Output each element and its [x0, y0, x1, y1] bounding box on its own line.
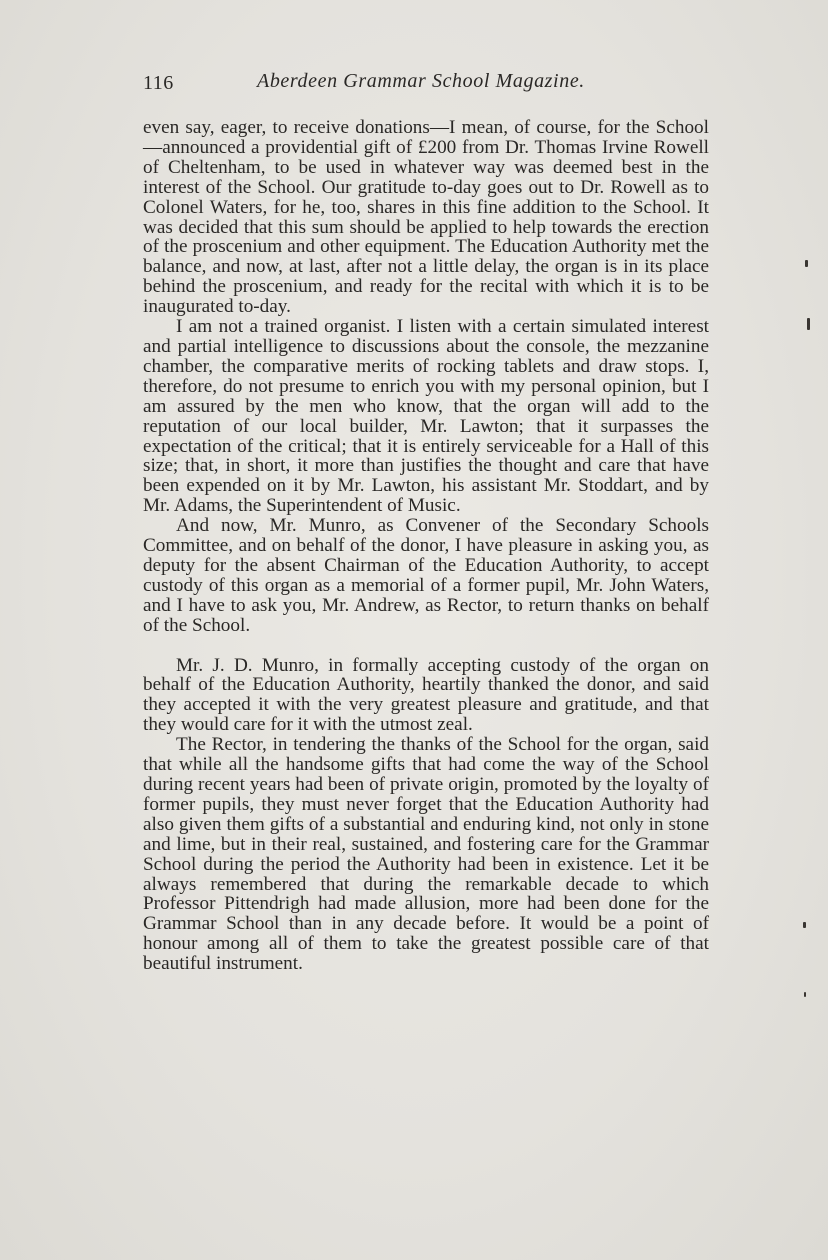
paragraph-custody-request: And now, Mr. Munro, as Convener of the Secondary Schools Committee, and on behalf of the donor, I have pleasure in asking you, as deputy for the absent Chairman of the Education Authority, to accept custody of this organ as a memorial of a former pupil, Mr. John Waters, and I have to ask you, Mr. Andrew, as Rector, to return thanks on behalf of the School. [143, 515, 709, 636]
article-body [143, 118, 709, 974]
margin-speck [803, 922, 806, 928]
paragraph-donation: even say, eager, to receive donations—I mean, of course, for the School—announced a providential gift of £200 from Dr. Thomas Irvine Rowell of Cheltenham, to be used in whatever way was deemed best in the interest of the School. Our gratitude to-day goes out to Dr. Rowell as to Colonel Waters, for he, too, shares in this fine addition to the School. It was decided that this sum should be applied to help towards the erection of the proscenium and other equipment. The Education Authority met the balance, and now, at last, after not a little delay, the organ is in its place behind the proscenium, and ready for the recital with which it is to be inaugurated to-day. [143, 117, 709, 318]
paragraph-rector-thanks: The Rector, in tendering the thanks of the School for the organ, said that while all the handsome gifts that had come the way of the School during recent years had been of private origin, promoted by the loyalty of former pupils, they must never forget that the Education Authority had also given them gifts of a substantial and enduring kind, not only in stone and lime, but in their real, sustained, and fostering care for the Grammar School during the period the Authority had been in existence. Let it be always remembered that during the remarkable decade to which Professor Pittendrigh had made allusion, more had been done for the Grammar School than in any decade before. It would be a point of honour among all of them to take the greatest possible care of that beautiful instrument. [143, 734, 709, 975]
margin-speck [805, 260, 808, 267]
margin-speck [804, 992, 806, 997]
margin-speck [807, 318, 810, 330]
paragraph-munro-reply: Mr. J. D. Munro, in formally accepting custody of the organ on behalf of the Education Authority, heartily thanked the donor, and said they accepted it with the very greatest pleasure and gratitude, and that they would care for it with the utmost zeal. [143, 654, 709, 736]
journal-title: Aberdeen Grammar School Magazine. [257, 70, 585, 92]
page-number: 116 [143, 72, 174, 94]
paragraph-organist: I am not a trained organist. I listen with a certain simulated interest and partial intelligence to discussions about the console, the mezzanine chamber, the comparative merits of rocking tablets and draw stops. I, therefore, do not presume to enrich you with my personal opinion, but I am assured by the men who know, that the organ will add to the reputation of our local builder, Mr. Lawton; that it surpasses the expectation of the critical; that it is entirely serviceable for a Hall of this size; that, in short, it more than justifies the thought and care that have been expended on it by Mr. Lawton, his assistant Mr. Stoddart, and by Mr. Adams, the Superintendent of Music. [143, 316, 709, 517]
running-head [143, 66, 723, 96]
